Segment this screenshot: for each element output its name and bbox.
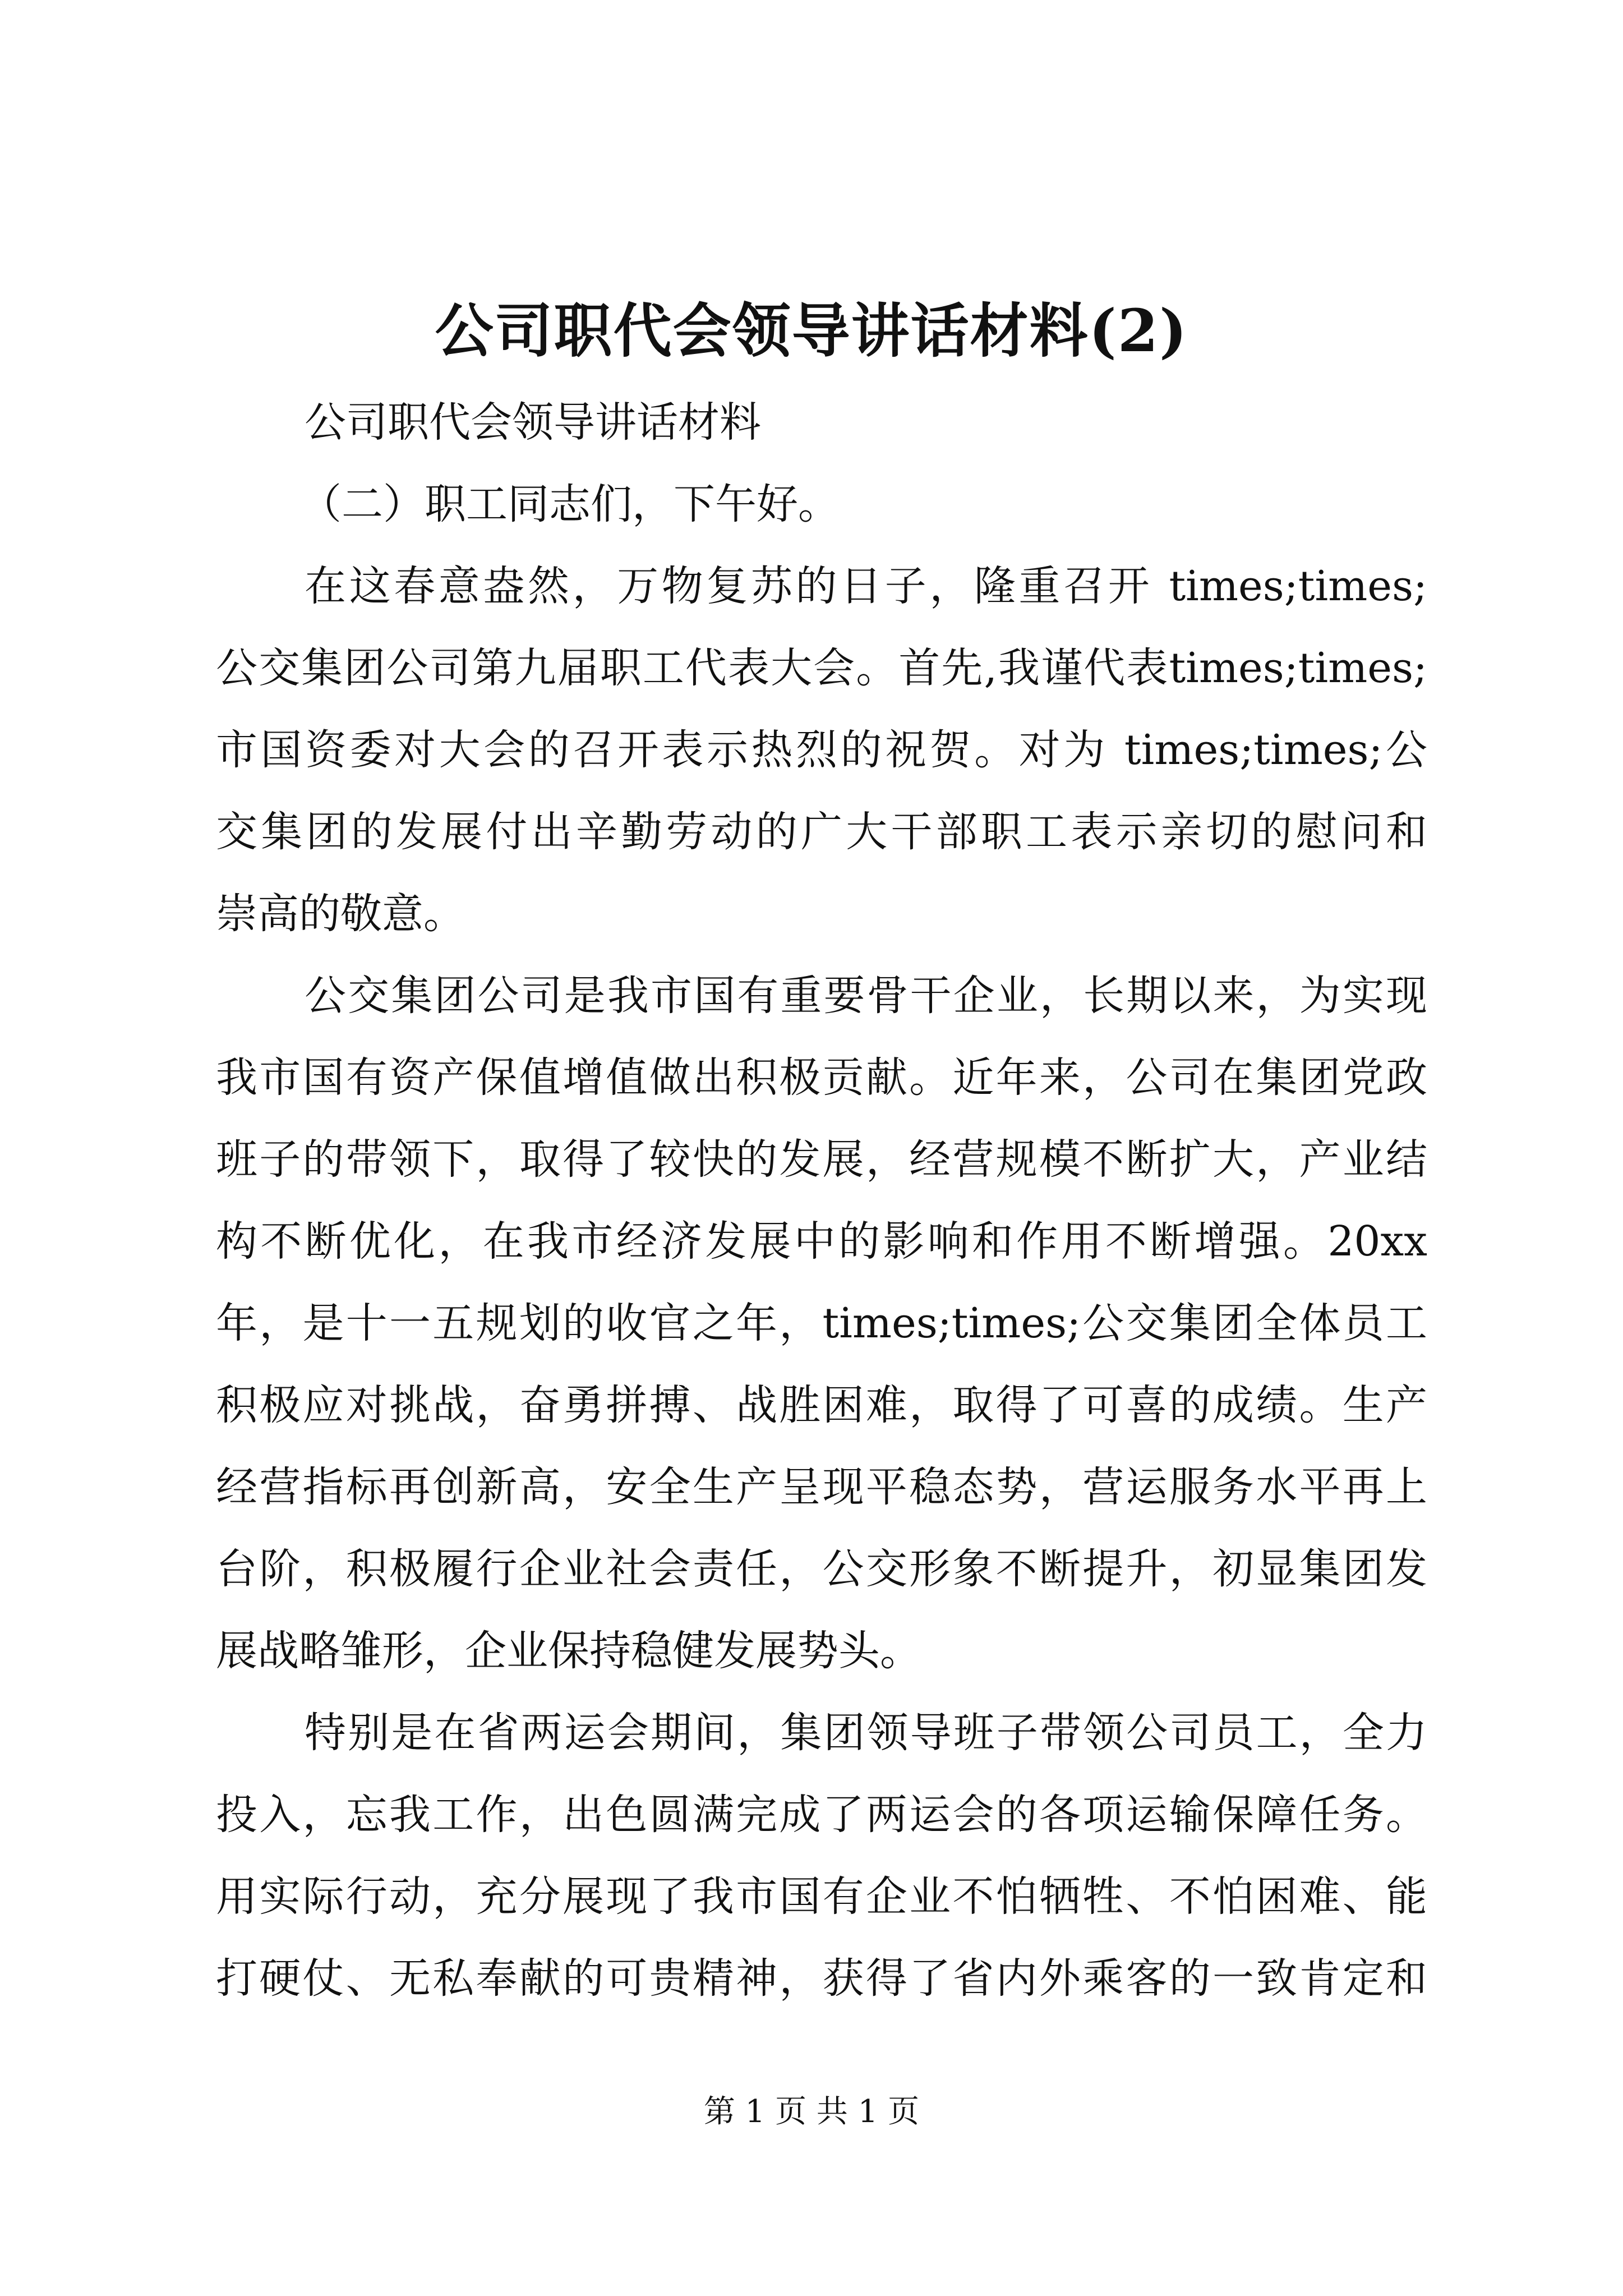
paragraph-line: 特别是在省两运会期间，集团领导班子带领公司员工，全力 xyxy=(305,1709,1427,1757)
paragraph-line: 年，是十一五规划的收官之年，times;times;公交集团全体员工 xyxy=(216,1299,1427,1347)
paragraph-line: 崇高的敬意。 xyxy=(216,890,465,938)
paragraph-line: 交集团的发展付出辛勤劳动的广大干部职工表示亲切的慰问和 xyxy=(216,808,1427,856)
paragraph-line: 公交集团公司是我市国有重要骨干企业，长期以来，为实现 xyxy=(305,972,1427,1020)
paragraph-line: 班子的带领下，取得了较快的发展，经营规模不断扩大，产业结 xyxy=(216,1135,1427,1184)
paragraph-line: 经营指标再创新高，安全生产呈现平稳态势，营运服务水平再上 xyxy=(216,1463,1427,1511)
paragraph-line: 用实际行动，充分展现了我市国有企业不怕牺牲、不怕困难、能 xyxy=(216,1872,1427,1921)
paragraph-line: 我市国有资产保值增值做出积极贡献。近年来，公司在集团党政 xyxy=(216,1053,1427,1102)
paragraph-line: 在这春意盎然，万物复苏的日子，隆重召开 times;times; xyxy=(305,562,1427,610)
paragraph-line: 积极应对挑战，奋勇拼搏、战胜困难，取得了可喜的成绩。生产 xyxy=(216,1381,1427,1429)
paragraph-line: 打硬仗、无私奉献的可贵精神，获得了省内外乘客的一致肯定和 xyxy=(216,1954,1427,2003)
paragraph-line: 公司职代会领导讲话材料 xyxy=(305,398,761,447)
document-title: 公司职代会领导讲话材料(2) xyxy=(435,296,1188,365)
paragraph-line: 公交集团公司第九届职工代表大会。首先,我谨代表times;times; xyxy=(216,644,1427,692)
paragraph-line: 投入，忘我工作，出色圆满完成了两运会的各项运输保障任务。 xyxy=(216,1791,1427,1839)
page-footer: 第 1 页 共 1 页 xyxy=(703,2093,920,2130)
paragraph-line: 市国资委对大会的召开表示热烈的祝贺。对为 times;times;公 xyxy=(216,726,1427,774)
document-body xyxy=(216,381,1427,2019)
paragraph-line: （二）职工同志们，下午好。 xyxy=(300,480,840,528)
paragraph-line: 台阶，积极履行企业社会责任，公交形象不断提升，初显集团发 xyxy=(216,1545,1427,1593)
paragraph-line: 展战略雏形，企业保持稳健发展势头。 xyxy=(216,1627,921,1675)
paragraph-line: 构不断优化，在我市经济发展中的影响和作用不断增强。20xx xyxy=(216,1217,1427,1266)
